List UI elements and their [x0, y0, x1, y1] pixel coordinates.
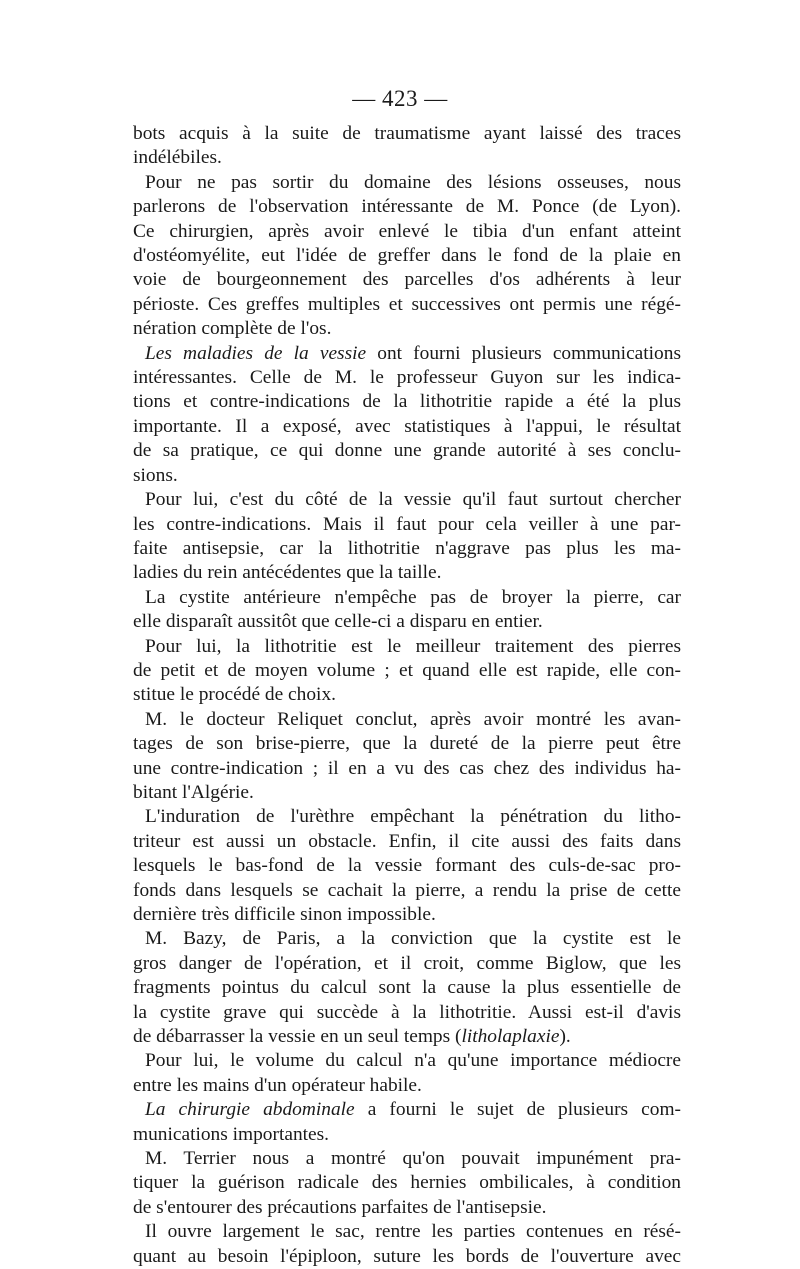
body-text	[133, 122, 681, 1269]
text-line: triteur est aussi un obstacle. Enfin, il cite aussi des faits dans	[133, 830, 681, 852]
text-line: elle disparaît aussitôt que celle-ci a disparu en entier.	[133, 611, 543, 633]
text-line: tages de son brise-pierre, que la dureté de la pierre peut être	[133, 733, 681, 755]
text-line: M. le docteur Reliquet conclut, après avoir montré les avan-	[145, 708, 681, 730]
text-line: périoste. Ces greffes multiples et successives ont permis une régé-	[133, 293, 681, 315]
text-line: de s'entourer des précautions parfaites de l'antisepsie.	[133, 1196, 547, 1218]
text-line: La chirurgie abdominale a fourni le sujet de plusieurs com-	[145, 1099, 681, 1121]
text-line: parlerons de l'observation intéressante de M. Ponce (de Lyon).	[133, 196, 681, 218]
text-line: intéressantes. Celle de M. le professeur Guyon sur les indica-	[133, 367, 681, 389]
text-line: sions.	[133, 464, 178, 486]
text-line: la cystite grave qui succède à la lithotritie. Aussi est-il d'avis	[133, 1001, 681, 1023]
text-line: gros danger de l'opération, et il croit, comme Biglow, que les	[133, 952, 681, 974]
text-line: de débarrasser la vessie en un seul temps (litholaplaxie).	[133, 1026, 571, 1048]
text-line: Ce chirurgien, après avoir enlevé le tibia d'un enfant atteint	[133, 220, 681, 242]
text-line: voie de bourgeonnement des parcelles d'os adhérents à leur	[133, 269, 681, 291]
text-line: Il ouvre largement le sac, rentre les parties contenues en résé-	[145, 1221, 681, 1243]
text-line: stitue le procédé de choix.	[133, 684, 336, 706]
text-line: lesquels le bas-fond de la vessie formant des culs-de-sac pro-	[133, 855, 681, 877]
text-line: M. Bazy, de Paris, a la conviction que la cystite est le	[145, 928, 681, 950]
text-line: Pour ne pas sortir du domaine des lésions osseuses, nous	[145, 171, 681, 193]
text-line: fonds dans lesquels se cachait la pierre, a rendu la prise de cette	[133, 879, 681, 901]
text-line: quant au besoin l'épiploon, suture les bords de l'ouverture avec	[133, 1245, 681, 1267]
text-line: bots acquis à la suite de traumatisme ayant laissé des traces	[133, 123, 681, 144]
text-line: de petit et de moyen volume ; et quand elle est rapide, elle con-	[133, 659, 681, 681]
text-line: nération complète de l'os.	[133, 318, 332, 340]
text-line: fragments pointus du calcul sont la cause la plus essentielle de	[133, 977, 681, 999]
text-line: tiquer la guérison radicale des hernies ombilicales, à condition	[133, 1172, 681, 1194]
text-line: importante. Il a exposé, avec statistiques à l'appui, le résultat	[133, 415, 681, 437]
text-line: munications importantes.	[133, 1123, 330, 1145]
text-line: Pour lui, le volume du calcul n'a qu'une importance médiocre	[145, 1050, 681, 1072]
text-line: faite antisepsie, car la lithotritie n'aggrave pas plus les ma-	[133, 537, 681, 559]
text-line: d'ostéomyélite, eut l'idée de greffer dans le fond de la plaie en	[133, 245, 681, 267]
text-line: La cystite antérieure n'empêche pas de broyer la pierre, car	[145, 586, 681, 608]
text-line: ladies du rein antécédentes que la taille.	[133, 562, 442, 584]
text-line: entre les mains d'un opérateur habile.	[133, 1074, 422, 1096]
text-line: les contre-indications. Mais il faut pour cela veiller à une par-	[133, 513, 681, 535]
text-line: tions et contre-indications de la lithotritie rapide a été la plus	[133, 391, 681, 413]
text-line: dernière très difficile sinon impossible.	[133, 904, 436, 925]
text-line: de sa pratique, ce qui donne une grande autorité à ses conclu-	[133, 440, 681, 462]
text-line: Pour lui, c'est du côté de la vessie qu'il faut surtout chercher	[145, 489, 681, 511]
page-number-header: — 423 —	[352, 86, 448, 111]
text-line: indélébiles.	[133, 147, 222, 169]
text-line: bitant l'Algérie.	[133, 781, 254, 803]
text-line: Les maladies de la vessie ont fourni plusieurs communications	[145, 342, 681, 364]
text-line: Pour lui, la lithotritie est le meilleur traitement des pierres	[145, 635, 681, 657]
text-line: une contre-indication ; il en a vu des cas chez des individus ha-	[133, 757, 681, 779]
text-line: M. Terrier nous a montré qu'on pouvait impunément pra-	[145, 1148, 681, 1170]
text-line: L'induration de l'urèthre empêchant la pénétration du litho-	[145, 806, 681, 828]
